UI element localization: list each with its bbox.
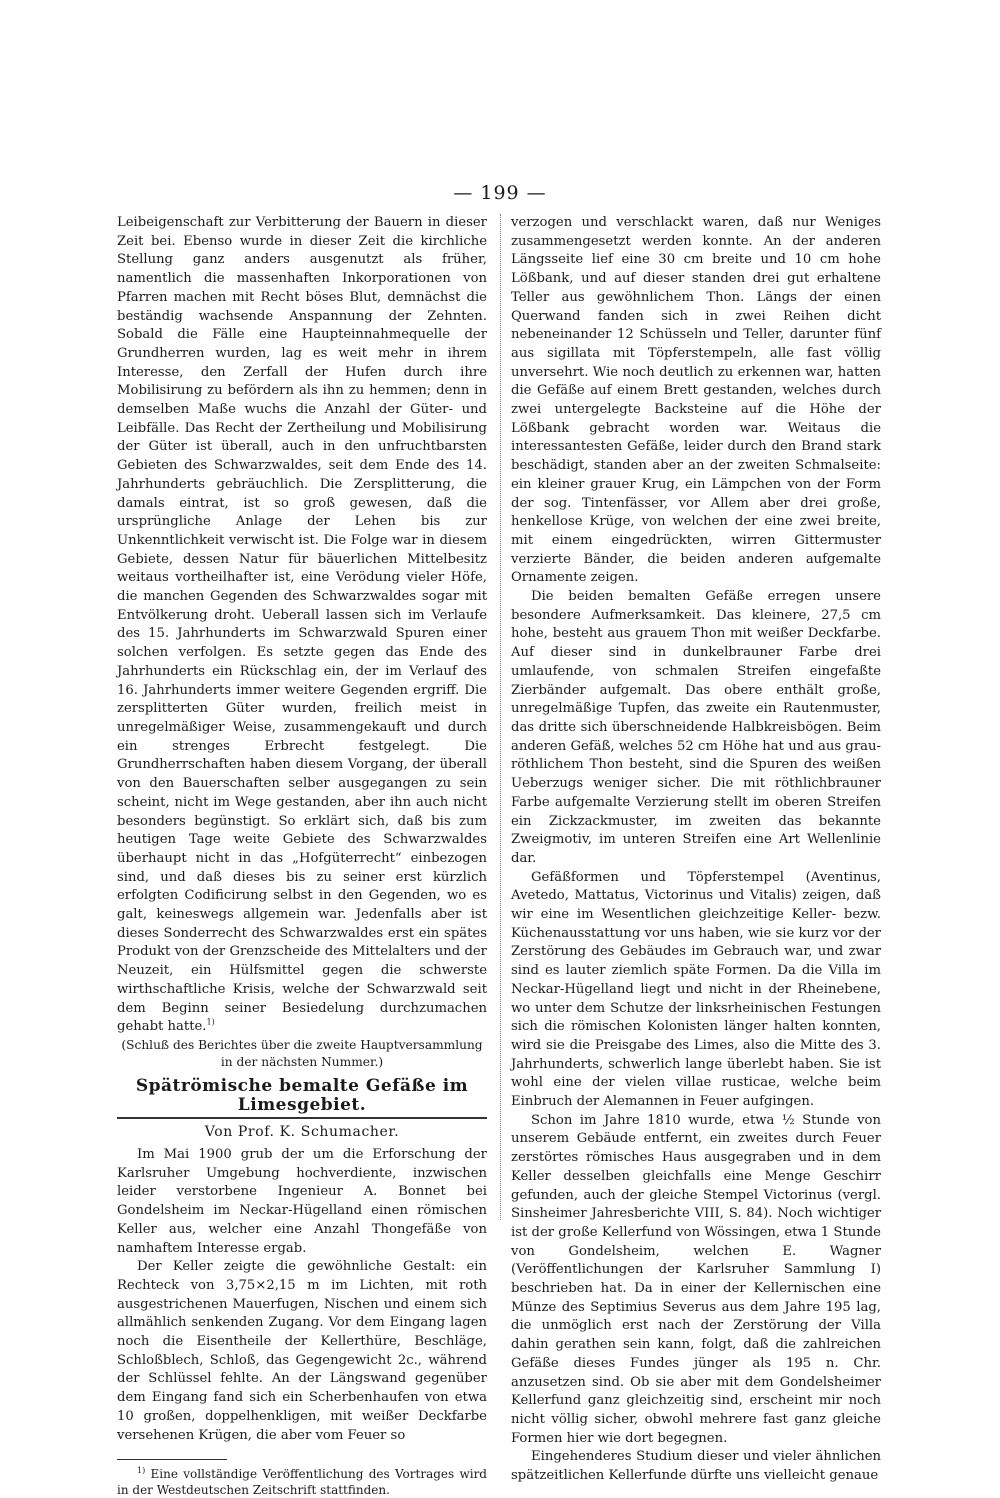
- footnote-reference: 1): [206, 1017, 215, 1027]
- right-paragraph-1: verzogen und verschlackt waren, daß nur Weniges zusammengesetzt werden konnte. An der anderen Längsseite lief eine 30 cm breite und 10 cm hohe Lößbank, und auf dieser standen drei gut erhaltene Teller aus gewöhnlichem Thon. Längs der einen Querwand fanden sich in zwei Reihen dicht nebeneinander 12 Schüsseln und Teller, darunter fünf aus sigillata mit Töpferstempeln, alle fast völlig unversehrt. Wie noch deutlich zu erkennen war, hatten die Gefäße auf einem Brett gestanden, welches durch zwei untergelegte Backsteine auf die Höhe der Lößbank gebracht worden war. Weitaus die interessantesten Gefäße, leider durch den Brand stark beschädigt, standen aber an der zweiten Schmalseite: ein kleiner grauer Krug, ein Lämpchen von der Form der sog. Tintenfässer, vor Allem aber drei große, henkellose Krüge, von welchen der eine zwei breite, mit einem eingedrückten, wirren Gittermuster verzierte Bänder, die beiden anderen aufgemalte Ornamente zeigen.: [511, 215, 881, 586]
- right-paragraph-2: Die beiden bemalten Gefäße erregen unsere besondere Aufmerksamkeit. Das kleinere, 27,5 cm hohe, besteht aus grauem Thon mit weißer Deckfarbe. Auf dieser sind in dunkelbrauner Farbe drei umlaufende, von schmalen Streifen eingefaßte Zierbänder aufgemalt. Das obere enthält große, unregelmäßige Tupfen, das zweite ein Rautenmuster, das dritte sich überschneidende Halbkreisbögen. Beim anderen Gefäß, welches 52 cm Höhe hat und aus grau-röthlichem Thon besteht, sind die Spuren des weißen Ueberzugs weniger sicher. Die mit röthlichbrauner Farbe aufgemalte Verzierung stellt im oberen Streifen ein Zickzackmuster, im zweiten das bekannte Zweigmotiv, im unteren Streifen eine Art Wellenlinie dar.: [511, 589, 881, 866]
- article-paragraph-1: Im Mai 1900 grub der um die Erforschung der Karlsruher Umgebung hochverdiente, inzwischen leider verstorbene Ingenieur A. Bonnet bei Gondelsheim im Neckar-Hügelland einen römischen Keller aus, welcher eine Anzahl Thongefäße von namhaftem Interesse ergab.: [117, 1147, 487, 1256]
- footnote-rule: [117, 1459, 227, 1460]
- right-column: [511, 214, 881, 1486]
- article-paragraph-2: Der Keller zeigte die gewöhnliche Gestalt: ein Rechteck von 3,75×2,15 m im Lichten, mit roth ausgestrichenen Mauerfugen, Nischen und einem sich allmählich senkenden Zugang. Vor dem Eingang lagen noch die Eisentheile der Kellerthüre, Beschläge, Schloßblech, Schloß, das Gegengewicht 2c., während der Schlüssel fehlte. An der Längswand gegenüber dem Eingang fand sich ein Scherbenhaufen von etwa 10 großen, doppelhenkligen, mit weißer Deckfarbe versehenen Krügen, die aber vom Feuer so: [117, 1259, 487, 1443]
- column-divider: [500, 214, 501, 1220]
- article-byline: Von Prof. K. Schumacher.: [204, 1124, 400, 1141]
- footnote: [117, 1466, 487, 1498]
- footnote-marker: 1): [137, 1466, 146, 1476]
- left-paragraph-continuation: [117, 214, 487, 1037]
- right-paragraph-5: Eingehenderes Studium dieser und vieler ähnlichen spätzeitlichen Kellerfunde dürfte uns vielleicht genaue: [511, 1449, 881, 1484]
- right-paragraph-3: Gefäßformen und Töpferstempel (Aventinus, Avetedo, Mattatus, Victorinus und Vitalis) zeigen, daß wir eine im Wesentlichen gleichzeitige Keller- bezw. Küchenausstattung vor uns haben, wie sie kurz vor der Zerstörung des Gebäudes im Gebrauch war, und zwar sind es lauter ziemlich späte Formen. Da die Villa im Neckar-Hügelland liegt und nicht in der Rheinebene, wo unter dem Schutze der linksrheinischen Festungen sich die römischen Kolonisten länger halten konnten, wird sie die Preisgabe des Limes, also die Mitte des 3. Jahrhunderts, schwerlich lange überlebt haben. Sie ist wohl eine der vielen villae rusticae, welche beim Einbruch der Alemannen in Feuer aufgingen.: [511, 869, 881, 1110]
- left-column: [117, 214, 487, 1498]
- article-title: Spätrömische bemalte Gefäße im Limesgebiet.: [117, 1077, 487, 1119]
- page-number: — 199 —: [453, 182, 547, 204]
- paragraph-text: Leibeigenschaft zur Verbitterung der Bauern in dieser Zeit bei. Ebenso wurde in dieser Zeit die kirchliche Stellung ganz anders ausgenutzt als früher, namentlich die massenhaften Inkorporationen von Pfarren machen mit Recht böses Blut, demnächst die beständig wachsende Anspannung der Zehnten. Sobald die Fälle eine Haupteinnahmequelle der Grundherren wurden, lag es weit mehr in ihrem Interesse, den Zerfall der Hufen durch ihre Mobilisirung zu befördern als ihn zu hemmen; denn in demselben Maße wuchs die Anzahl der Güter- und Leibfälle. Das Recht der Zertheilung und Mobilisirung der Güter ist überall, auch in den unfruchtbarsten Gebieten des Schwarzwaldes, seit dem Ende des 14. Jahrhunderts gebräuchlich. Die Zersplitterung, die damals eintrat, ist so groß gewesen, daß die ursprüngliche Anlage der Lehen bis zur Unkenntlichkeit verwischt ist. Die Folge war in diesem Gebiete, dessen Natur für bäuerlichen Mittelbesitz weitaus vortheilhafter ist, eine Verödung vieler Höfe, die manchen Gegenden des Schwarzwaldes sogar mit Entvölkerung droht. Ueberall lassen sich im Verlaufe des 15. Jahrhunderts im Schwarzwald Spuren einer solchen verfolgen. Es setzte gegen das Ende des Jahrhunderts ein Rückschlag ein, der im Verlauf des 16. Jahrhunderts immer weitere Gegenden ergriff. Die zersplitterten Güter wurden, freilich meist in unregelmäßiger Weise, zusammengekauft und durch ein strenges Erbrecht festgelegt. Die Grundherrschaften haben diesem Vorgang, der überall von den Bauerschaften selber ausgegangen zu sein scheint, nicht im Wege gestanden, aber ihn auch nicht besonders begünstigt. So erklärt sich, daß bis zum heutigen Tage weite Gebiete des Schwarzwaldes überhaupt nicht in das „Hofgüterrecht“ einbezogen sind, und daß dieses bis zu seiner erst kürzlich erfolgten Codificirung selbst in den Gegenden, wo es galt, keineswegs allgemein war. Jedenfalls aber ist dieses Sonderrecht des Schwarzwaldes erst ein spätes Produkt von der Grenzscheide des Mittelalters und der Neuzeit, ein Hülfsmittel gegen die schwerste wirthschaftliche Krisis, welche der Schwarzwald seit dem Beginn seiner Besiedelung durchzumachen gehabt hatte.: [117, 215, 487, 1035]
- report-continuation-note: (Schluß des Berichtes über die zweite Hauptversammlung in der nächsten Nummer.): [121, 1037, 483, 1069]
- right-paragraph-4: Schon im Jahre 1810 wurde, etwa ½ Stunde von unserem Gebäude entfernt, ein zweites durch Feuer zerstörtes römisches Haus ausgegraben und in dem Keller desselben gleichfalls eine Menge Geschirr gefunden, auch der gleiche Stempel Victorinus (vergl. Sinsheimer Jahresberichte VIII, S. 84). Noch wichtiger ist der große Kellerfund von Wössingen, etwa 1 Stunde von Gondelsheim, welchen E. Wagner (Veröffentlichungen der Karlsruher Sammlung I) beschrieben hat. Da in einer der Kellernischen eine Münze des Septimius Severus aus dem Jahre 195 lag, die unmöglich erst nach der Zerstörung der Villa dahin gerathen sein kann, folgt, daß die zahlreichen Gefäße dieses Fundes jünger als 195 n. Chr. anzusetzen sind. Ob sie aber mit dem Gondelsheimer Kellerfund ganz gleichzeitig sind, erscheint mir noch nicht völlig sicher, obwohl mehrere fast ganz gleiche Formen hier wie dort begegnen.: [511, 1112, 881, 1446]
- footnote-text: Eine vollständige Veröffentlichung des Vortrages wird in der Westdeutschen Zeitschrift stattfinden.: [117, 1467, 487, 1498]
